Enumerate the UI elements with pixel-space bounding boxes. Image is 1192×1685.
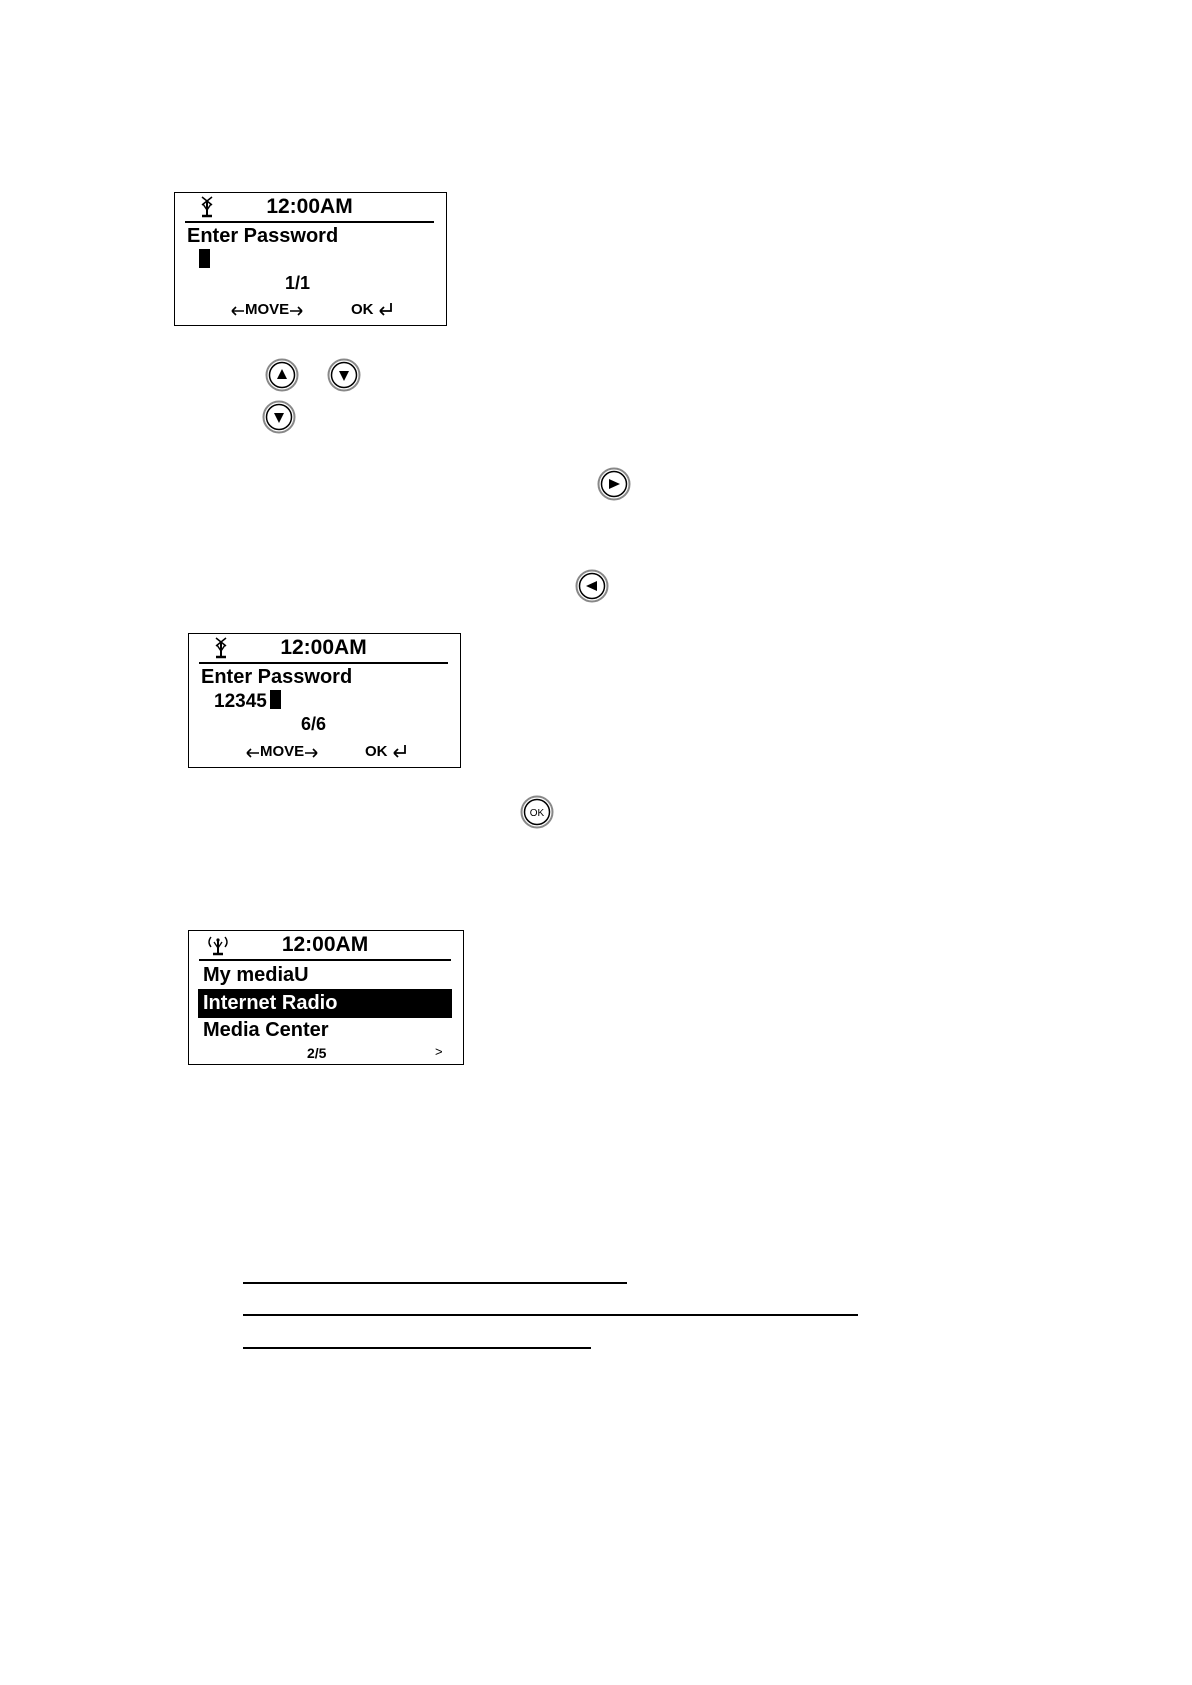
down-button-icon <box>262 400 296 434</box>
lcd-time: 12:00AM <box>281 933 369 956</box>
menu-item-my-mediau: My mediaU <box>203 964 309 986</box>
ok-label: OK <box>365 743 388 760</box>
down-button-icon <box>327 358 361 392</box>
lcd-screen-password-entered <box>188 633 461 768</box>
lcd-time: 12:00AM <box>280 636 367 659</box>
lcd-header <box>199 634 448 664</box>
lcd-page-counter: 1/1 <box>285 273 311 293</box>
enter-return-icon <box>378 302 394 316</box>
underline-rule <box>243 1282 627 1284</box>
ok-button-icon <box>520 795 554 829</box>
lcd-header <box>199 931 451 961</box>
lcd-screen-password-empty <box>174 192 447 326</box>
lcd-footer-move <box>246 743 318 760</box>
menu-item-media-center: Media Center <box>203 1019 329 1041</box>
move-label: MOVE <box>260 743 305 760</box>
lcd-screen-main-menu <box>188 930 464 1065</box>
ok-button-label: OK <box>529 808 545 819</box>
lcd-title: Enter Password <box>187 225 339 247</box>
arrow-left-icon <box>246 748 260 758</box>
lcd-footer-ok <box>365 743 408 760</box>
menu-item-internet-radio: Internet Radio <box>203 992 338 1014</box>
password-cursor <box>199 249 210 272</box>
arrow-left-icon <box>231 306 245 316</box>
lcd-time: 12:00AM <box>266 195 353 218</box>
underline-rule <box>243 1347 591 1349</box>
ok-label: OK <box>351 301 374 318</box>
right-button-icon <box>597 467 631 501</box>
lcd-title: Enter Password <box>201 666 353 688</box>
arrow-right-icon <box>289 306 303 316</box>
lcd-page-counter: 6/6 <box>301 714 327 734</box>
up-button-icon <box>265 358 299 392</box>
enter-return-icon <box>392 744 408 758</box>
move-label: MOVE <box>245 301 290 318</box>
left-button-icon <box>575 569 609 603</box>
lcd-footer-ok <box>351 301 394 318</box>
next-page-indicator: > <box>435 1044 443 1059</box>
arrow-right-icon <box>304 748 318 758</box>
password-value: 12345 <box>214 691 267 712</box>
lcd-footer-move <box>231 301 303 318</box>
underline-rule <box>243 1314 858 1316</box>
lcd-page-counter: 2/5 <box>307 1045 327 1061</box>
lcd-header <box>185 193 434 223</box>
password-entry <box>214 690 281 713</box>
